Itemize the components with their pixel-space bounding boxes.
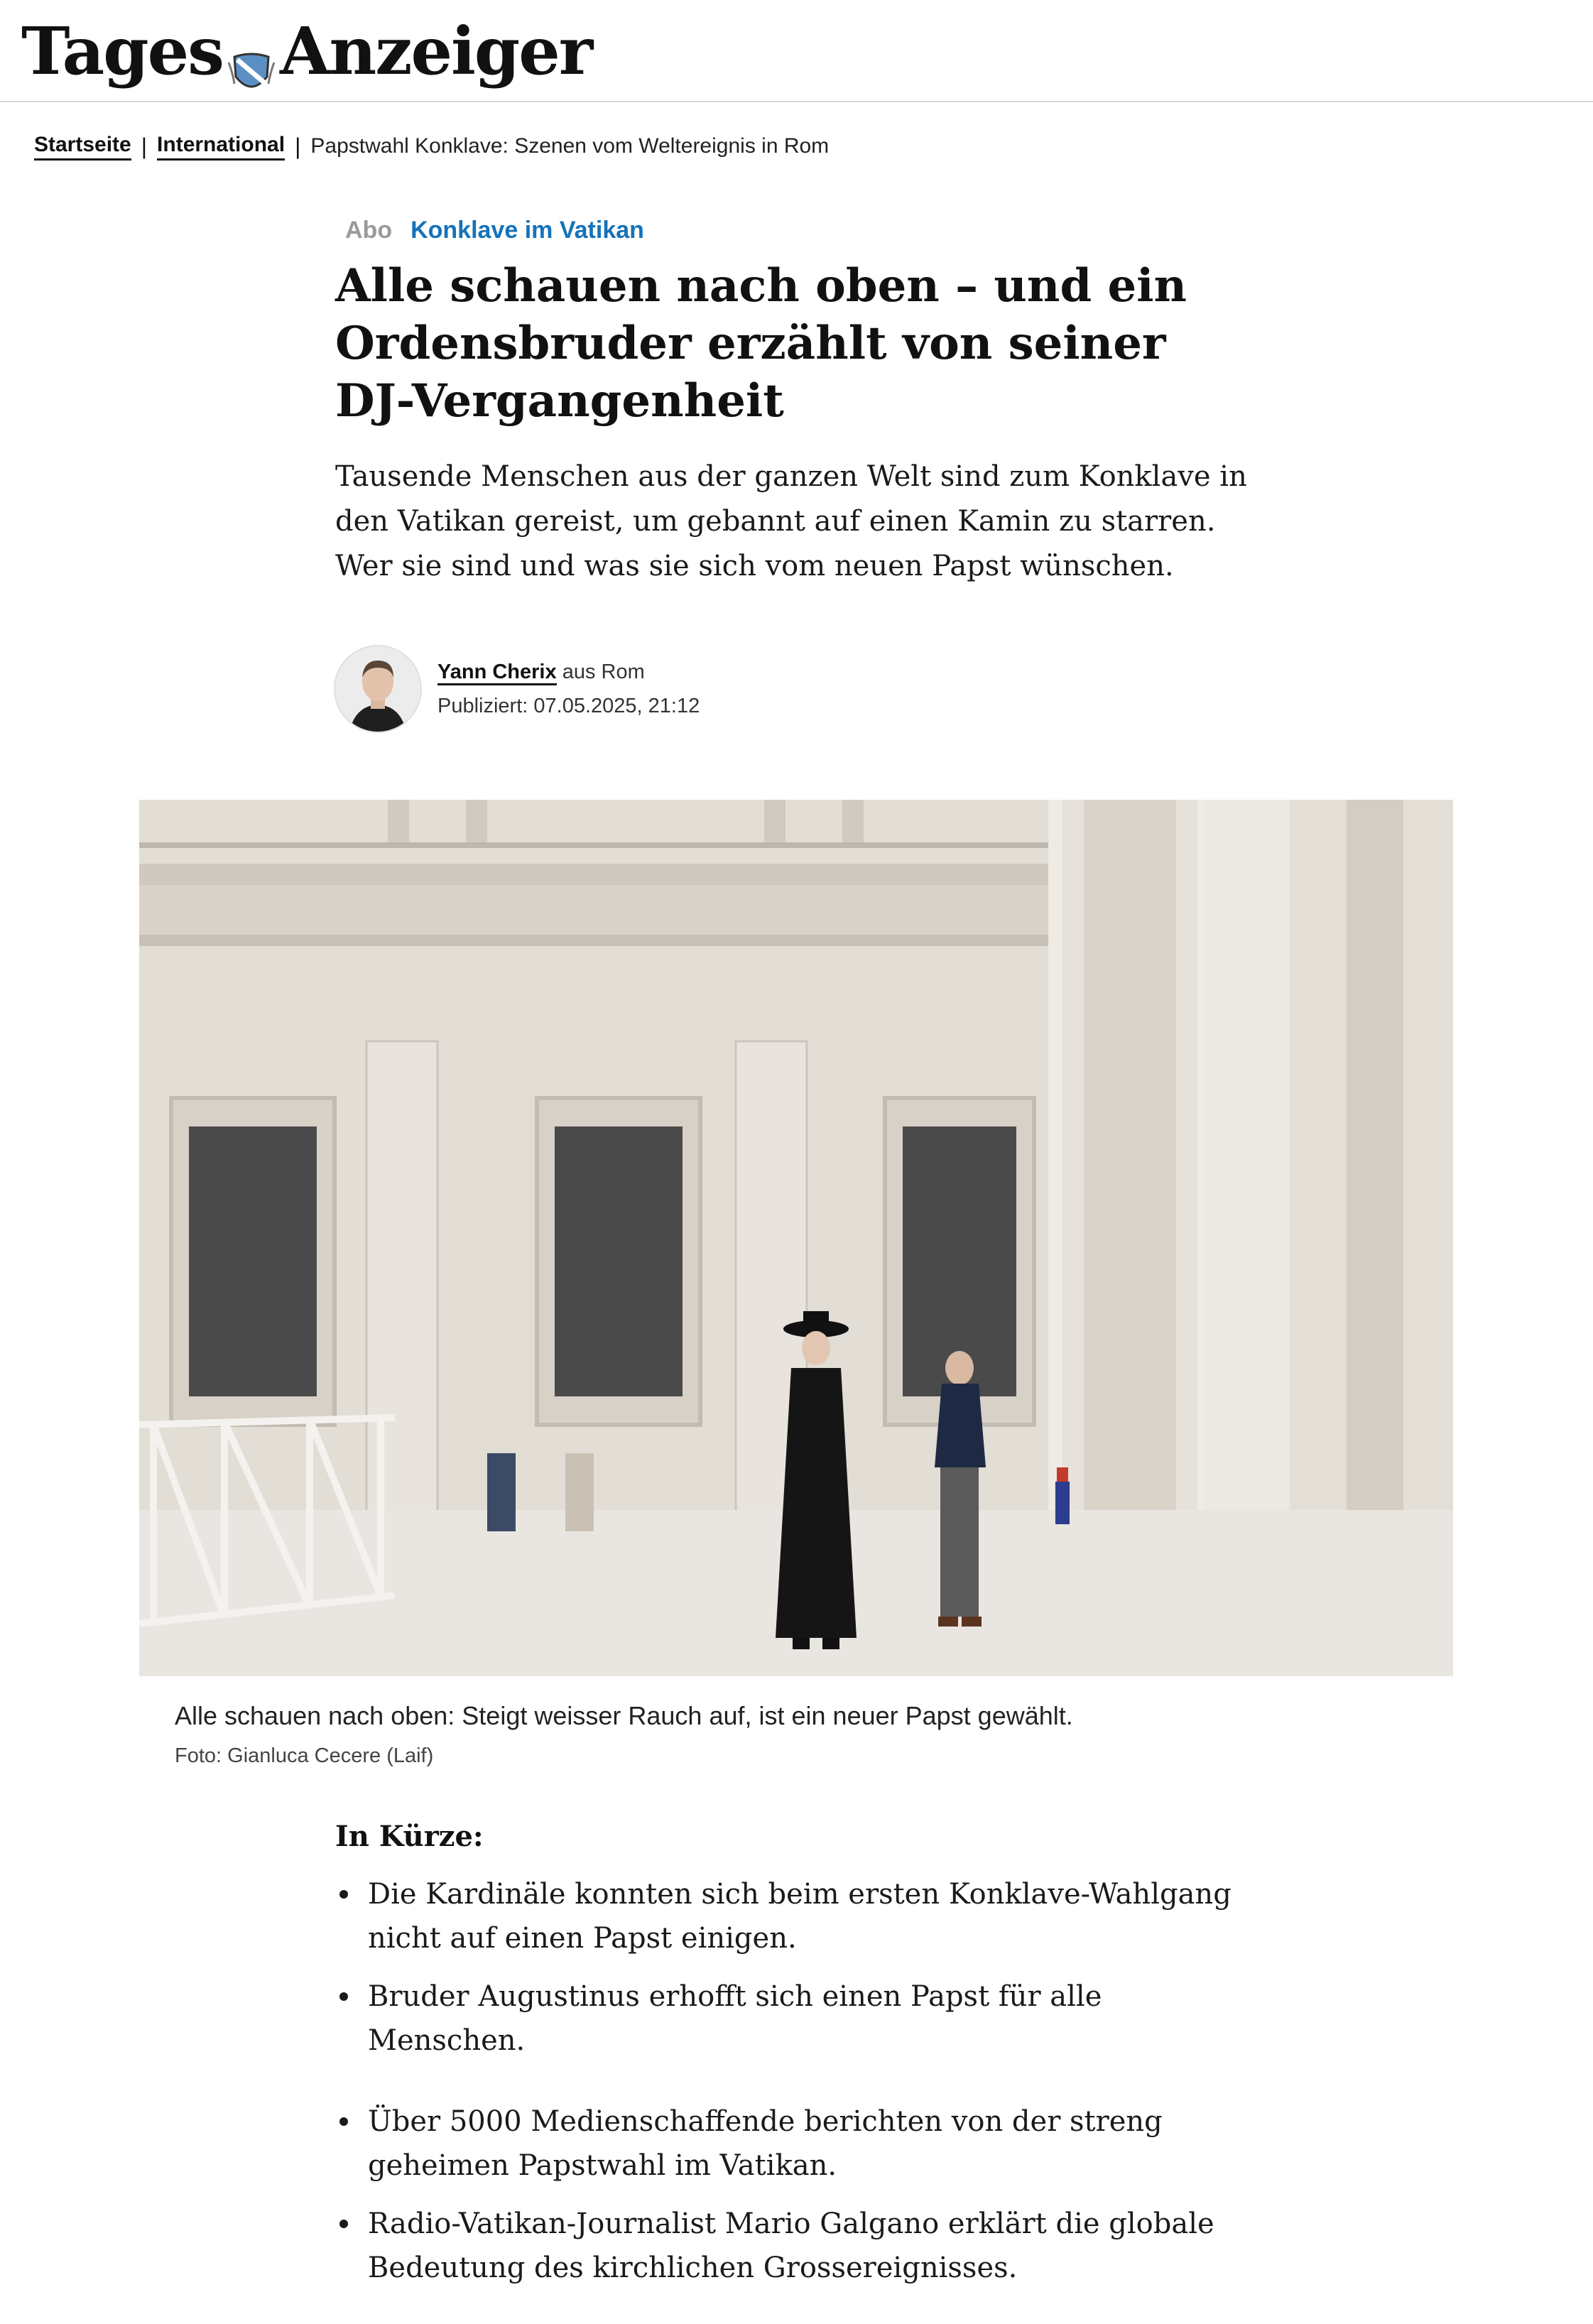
- author-location: aus Rom: [562, 661, 645, 683]
- image-caption: Alle schauen nach oben: Steigt weisser Rauch auf, ist ein neuer Papst gewählt.: [175, 1701, 1073, 1730]
- author-byline: [334, 645, 700, 733]
- summary-list: [335, 1872, 1258, 2290]
- author-link[interactable]: Yann Cherix: [437, 661, 557, 685]
- logo-text-right: Anzeiger: [279, 13, 592, 89]
- summary-item: Bruder Augustinus erhofft sich einen Papst für alle Menschen.: [335, 1975, 1258, 2063]
- summary-item: Die Kardinäle konnten sich beim ersten Konklave-Wahlgang nicht auf einen Papst einigen.: [335, 1872, 1258, 1960]
- crest-icon: [227, 34, 276, 77]
- breadcrumb-international-link[interactable]: International: [157, 133, 285, 161]
- logo-text-left: Tages: [21, 13, 223, 89]
- tages-anzeiger-logo[interactable]: [21, 9, 592, 94]
- site-header: [0, 0, 1593, 102]
- byline-text: [437, 655, 700, 723]
- breadcrumb-home-link[interactable]: Startseite: [34, 133, 131, 161]
- author-line: [437, 655, 700, 689]
- article-headline: Alle schauen nach oben – und ein Ordensbruder erzählt von seiner DJ-Vergangenheit: [335, 259, 1187, 428]
- hero-image[interactable]: [139, 800, 1453, 1676]
- article-lead: Tausende Menschen aus der ganzen Welt sind zum Konklave in den Vatikan gereist, um gebannt auf einen Kamin zu starren. Wer sie sind und was sie sich vom neuen Papst wünschen.: [335, 460, 1247, 582]
- summary-title: In Kürze:: [335, 1820, 484, 1853]
- summary-item: Über 5000 Medienschaffende berichten von der streng geheimen Papstwahl im Vatikan.: [335, 2100, 1258, 2188]
- image-credit: Foto: Gianluca Cecere (Laif): [175, 1744, 434, 1767]
- article-kicker: [345, 215, 644, 246]
- breadcrumb-separator: |: [295, 133, 301, 159]
- summary-item: Radio-Vatikan-Journalist Mario Galgano erklärt die globale Bedeutung des kirchlichen Grossereignisses.: [335, 2202, 1258, 2290]
- breadcrumb: [34, 132, 829, 161]
- author-avatar[interactable]: [334, 645, 422, 733]
- breadcrumb-separator: |: [141, 133, 148, 159]
- published-date: Publiziert: 07.05.2025, 21:12: [437, 695, 700, 717]
- breadcrumb-current: Papstwahl Konklave: Szenen vom Weltereignis in Rom: [310, 134, 830, 158]
- topic-link[interactable]: Konklave im Vatikan: [411, 216, 644, 244]
- abo-badge: Abo: [345, 216, 393, 244]
